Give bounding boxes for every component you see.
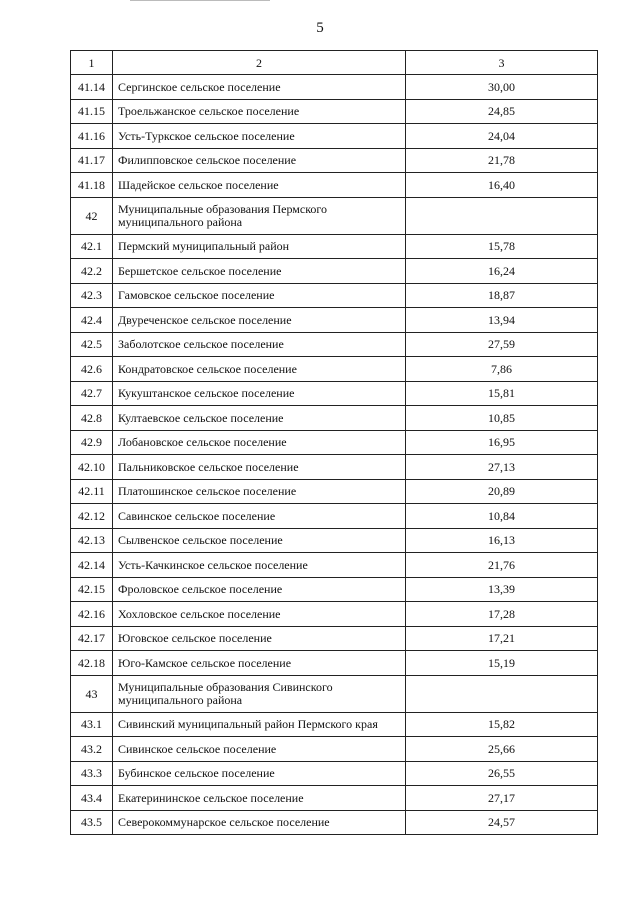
row-value-cell: 24,85 — [406, 99, 598, 124]
row-value-cell: 21,76 — [406, 553, 598, 578]
table-row — [71, 553, 598, 578]
table-row — [71, 381, 598, 406]
row-number-cell: 42.8 — [71, 406, 113, 431]
row-name-cell: Сивинское сельское поселение — [113, 737, 406, 762]
row-number-cell: 42.4 — [71, 308, 113, 333]
row-number-cell: 42.11 — [71, 479, 113, 504]
row-name-cell: Хохловское сельское поселение — [113, 602, 406, 627]
row-value-cell: 25,66 — [406, 737, 598, 762]
table-row — [71, 479, 598, 504]
row-value-cell: 17,21 — [406, 626, 598, 651]
row-name-cell: Сивинский муниципальный район Пермского края — [113, 712, 406, 737]
row-value-cell: 13,39 — [406, 577, 598, 602]
row-value-cell — [406, 675, 598, 712]
row-value-cell: 27,17 — [406, 786, 598, 811]
row-name-cell: Филипповское сельское поселение — [113, 148, 406, 173]
row-number-cell: 42.12 — [71, 504, 113, 529]
row-number-cell: 41.17 — [71, 148, 113, 173]
row-name-cell: Савинское сельское поселение — [113, 504, 406, 529]
table-row — [71, 308, 598, 333]
row-name-cell: Юговское сельское поселение — [113, 626, 406, 651]
row-number-cell: 42.16 — [71, 602, 113, 627]
row-number-cell: 42.13 — [71, 528, 113, 553]
row-name-cell: Сылвенское сельское поселение — [113, 528, 406, 553]
table-row — [71, 124, 598, 149]
row-name-cell: Кондратовское сельское поселение — [113, 357, 406, 382]
row-value-cell: 15,81 — [406, 381, 598, 406]
row-value-cell: 24,04 — [406, 124, 598, 149]
row-value-cell: 7,86 — [406, 357, 598, 382]
table-group-row — [71, 197, 598, 234]
row-name-cell: Муниципальные образования Сивинского муниципального района — [113, 675, 406, 712]
row-number-cell: 42.14 — [71, 553, 113, 578]
table-row — [71, 234, 598, 259]
table-row — [71, 761, 598, 786]
row-number-cell: 43.5 — [71, 810, 113, 835]
row-name-cell: Северокоммунарское сельское поселение — [113, 810, 406, 835]
row-number-cell: 42 — [71, 197, 113, 234]
table-row — [71, 75, 598, 100]
row-number-cell: 42.18 — [71, 651, 113, 676]
table-group-row — [71, 675, 598, 712]
row-name-cell: Бубинское сельское поселение — [113, 761, 406, 786]
table-row — [71, 148, 598, 173]
row-value-cell: 20,89 — [406, 479, 598, 504]
table-row — [71, 455, 598, 480]
table-row — [71, 332, 598, 357]
table-body — [71, 51, 598, 835]
header-cell-name: 2 — [113, 51, 406, 75]
row-value-cell — [406, 197, 598, 234]
row-name-cell: Култаевское сельское поселение — [113, 406, 406, 431]
row-value-cell: 18,87 — [406, 283, 598, 308]
row-number-cell: 41.14 — [71, 75, 113, 100]
row-name-cell: Гамовское сельское поселение — [113, 283, 406, 308]
row-number-cell: 43.4 — [71, 786, 113, 811]
row-value-cell: 10,84 — [406, 504, 598, 529]
row-value-cell: 26,55 — [406, 761, 598, 786]
row-number-cell: 42.10 — [71, 455, 113, 480]
row-name-cell: Двуреченское сельское поселение — [113, 308, 406, 333]
table-row — [71, 810, 598, 835]
row-number-cell: 43.2 — [71, 737, 113, 762]
row-name-cell: Бершетское сельское поселение — [113, 259, 406, 284]
top-edge-rule — [130, 0, 270, 1]
row-number-cell: 41.16 — [71, 124, 113, 149]
table-row — [71, 651, 598, 676]
row-name-cell: Шадейское сельское поселение — [113, 173, 406, 198]
row-name-cell: Пермский муниципальный район — [113, 234, 406, 259]
row-number-cell: 43.1 — [71, 712, 113, 737]
row-number-cell: 43 — [71, 675, 113, 712]
page-number: 5 — [316, 20, 324, 36]
table-header-row — [71, 51, 598, 75]
row-value-cell: 21,78 — [406, 148, 598, 173]
row-name-cell: Усть-Качкинское сельское поселение — [113, 553, 406, 578]
table-row — [71, 259, 598, 284]
table-row — [71, 786, 598, 811]
row-value-cell: 10,85 — [406, 406, 598, 431]
row-name-cell: Заболотское сельское поселение — [113, 332, 406, 357]
row-name-cell: Юго-Камское сельское поселение — [113, 651, 406, 676]
row-name-cell: Кукуштанское сельское поселение — [113, 381, 406, 406]
row-value-cell: 30,00 — [406, 75, 598, 100]
row-number-cell: 43.3 — [71, 761, 113, 786]
table-row — [71, 99, 598, 124]
table-row — [71, 504, 598, 529]
row-number-cell: 42.5 — [71, 332, 113, 357]
row-name-cell: Пальниковское сельское поселение — [113, 455, 406, 480]
row-name-cell: Фроловское сельское поселение — [113, 577, 406, 602]
table-row — [71, 737, 598, 762]
row-number-cell: 42.1 — [71, 234, 113, 259]
row-number-cell: 41.15 — [71, 99, 113, 124]
row-value-cell: 24,57 — [406, 810, 598, 835]
row-name-cell: Лобановское сельское поселение — [113, 430, 406, 455]
row-name-cell: Троельжанское сельское поселение — [113, 99, 406, 124]
row-name-cell: Екатерининское сельское поселение — [113, 786, 406, 811]
row-value-cell: 27,59 — [406, 332, 598, 357]
row-number-cell: 42.15 — [71, 577, 113, 602]
row-value-cell: 27,13 — [406, 455, 598, 480]
header-cell-value: 3 — [406, 51, 598, 75]
row-number-cell: 42.3 — [71, 283, 113, 308]
table-row — [71, 430, 598, 455]
row-name-cell: Платошинское сельское поселение — [113, 479, 406, 504]
table-row — [71, 712, 598, 737]
table-row — [71, 528, 598, 553]
row-number-cell: 42.7 — [71, 381, 113, 406]
row-value-cell: 15,78 — [406, 234, 598, 259]
row-number-cell: 42.9 — [71, 430, 113, 455]
row-value-cell: 16,95 — [406, 430, 598, 455]
table-row — [71, 283, 598, 308]
row-number-cell: 41.18 — [71, 173, 113, 198]
data-table — [70, 50, 598, 835]
row-name-cell: Усть-Туркское сельское поселение — [113, 124, 406, 149]
row-value-cell: 16,40 — [406, 173, 598, 198]
row-value-cell: 16,13 — [406, 528, 598, 553]
row-number-cell: 42.2 — [71, 259, 113, 284]
row-value-cell: 13,94 — [406, 308, 598, 333]
table-row — [71, 173, 598, 198]
header-cell-number: 1 — [71, 51, 113, 75]
table-row — [71, 602, 598, 627]
table-row — [71, 577, 598, 602]
table-row — [71, 626, 598, 651]
table-row — [71, 357, 598, 382]
row-name-cell: Сергинское сельское поселение — [113, 75, 406, 100]
row-number-cell: 42.17 — [71, 626, 113, 651]
row-value-cell: 15,82 — [406, 712, 598, 737]
row-number-cell: 42.6 — [71, 357, 113, 382]
table-row — [71, 406, 598, 431]
row-value-cell: 16,24 — [406, 259, 598, 284]
row-value-cell: 15,19 — [406, 651, 598, 676]
row-name-cell: Муниципальные образования Пермского муниципального района — [113, 197, 406, 234]
row-value-cell: 17,28 — [406, 602, 598, 627]
